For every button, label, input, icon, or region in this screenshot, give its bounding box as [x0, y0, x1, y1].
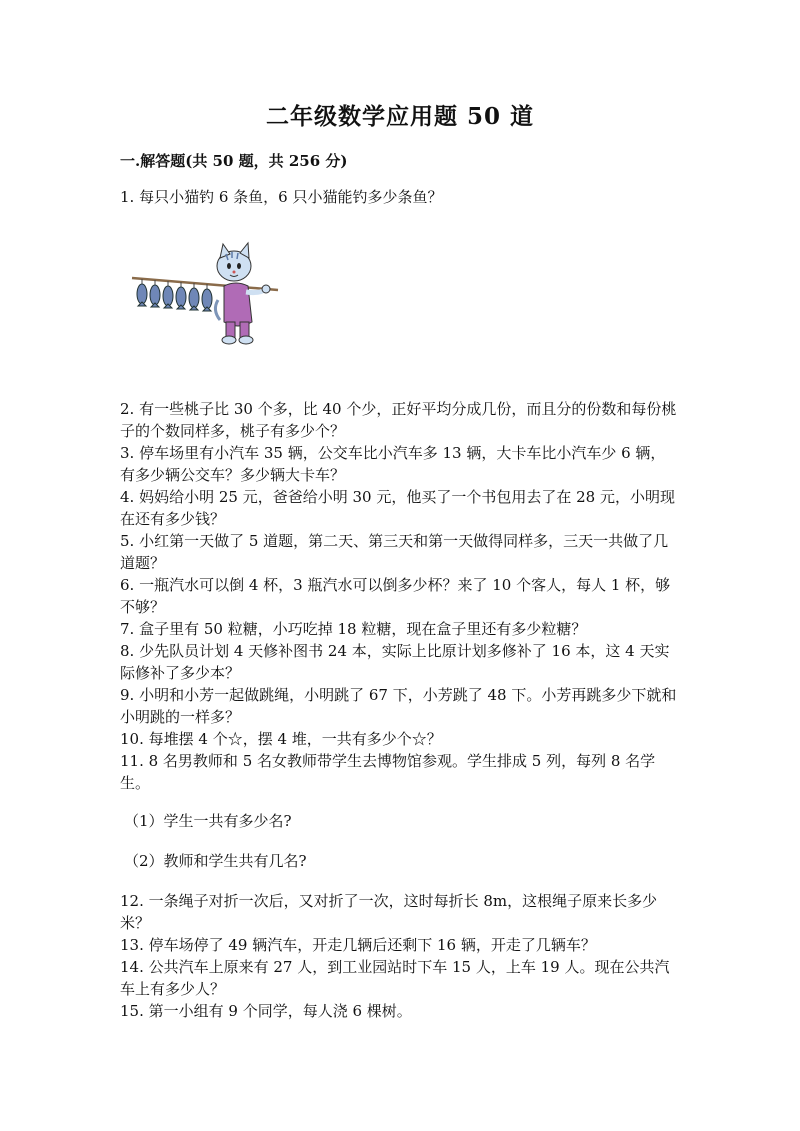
question-11: 11. 8 名男教师和 5 名女教师带学生去博物馆参观。学生排成 5 列，每列 8 名学生。	[120, 752, 656, 792]
fish-icon	[150, 280, 160, 307]
fish-icon	[176, 282, 186, 309]
question-15: 15. 第一小组有 9 个同学，每人浇 6 棵树。	[120, 1002, 412, 1020]
fish-icon	[163, 281, 173, 308]
cat-icon	[215, 243, 270, 344]
fish-icon	[202, 284, 212, 311]
question-5: 5. 小红第一天做了 5 道题，第二天、第三天和第一天做得同样多，三天一共做了几道题？	[120, 532, 669, 572]
question-7: 7. 盒子里有 50 粒糖，小巧吃掉 18 粒糖，现在盒子里还有多少粒糖？	[120, 620, 587, 638]
subquestion-2: （2）教师和学生共有几名?	[124, 852, 307, 870]
question-4: 4. 妈妈给小明 25 元，爸爸给小明 30 元，他买了一个书包用去了在 28 元，小明现在还有多少钱？	[120, 488, 675, 528]
subquestion-1: （1）学生一共有多少名?	[124, 812, 292, 830]
fish-icon	[137, 279, 147, 306]
question-8: 8. 少先队员计划 4 天修补图书 24 本，实际上比原计划多修补了 16 本，这 4 天实际修补了多少本？	[120, 642, 670, 682]
cat-carrying-fish-illustration	[128, 240, 288, 350]
question-14: 14. 公共汽车上原来有 27 人，到工业园站时下车 15 人，上车 19 人。现在公共汽车上有多少人？	[120, 958, 670, 998]
fish-icon	[189, 283, 199, 310]
page-title: 二年级数学应用题 50 道	[265, 103, 535, 130]
question-13: 13. 停车场停了 49 辆汽车，开走几辆后还剩下 16 辆，开走了几辆车？	[120, 936, 596, 954]
question-9: 9. 小明和小芳一起做跳绳，小明跳了 67 下，小芳跳了 48 下。小芳再跳多少下就和小明跳的一样多？	[120, 686, 677, 726]
question-1: 1. 每只小猫钓 6 条鱼，6 只小猫能钓多少条鱼？	[120, 188, 443, 206]
question-6: 6. 一瓶汽水可以倒 4 杯，3 瓶汽水可以倒多少杯？来了 10 个客人，每人 1 杯，够不够？	[120, 576, 671, 616]
section-heading: 一.解答题(共 50 题，共 256 分)	[120, 152, 348, 170]
question-3: 3. 停车场里有小汽车 35 辆，公交车比小汽车多 13 辆，大卡车比小汽车少 6 辆，有多少辆公交车？多少辆大卡车？	[120, 444, 666, 484]
question-2: 2. 有一些桃子比 30 个多，比 40 个少，正好平均分成几份，而且分的份数和每份桃子的个数同样多，桃子有多少个？	[120, 400, 677, 440]
question-12: 12. 一条绳子对折一次后，又对折了一次，这时每折长 8m，这根绳子原来长多少米？	[120, 892, 658, 932]
question-10: 10. 每堆摆 4 个☆，摆 4 堆，一共有多少个☆？	[120, 730, 442, 748]
